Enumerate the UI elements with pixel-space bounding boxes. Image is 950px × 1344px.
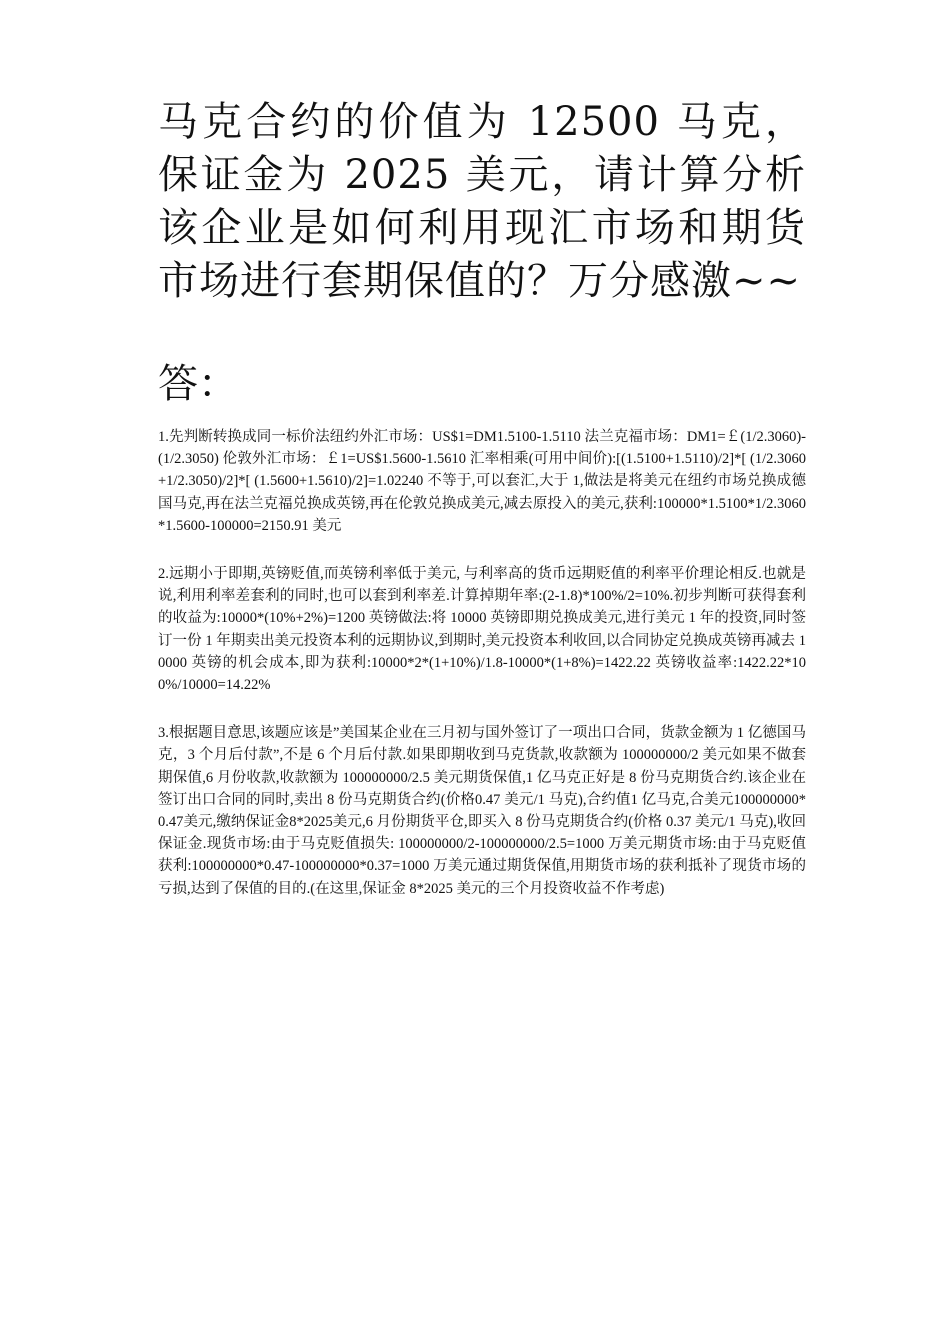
answer-label: 答：	[158, 361, 238, 407]
document-page	[158, 96, 806, 926]
answer-paragraph-3: 3.根据题目意思,该题应该是”美国某企业在三月初与国外签订了一项出口合同，货款金额为 1 亿德国马克，3 个月后付款”,不是 6 个月后付款.如果即期收到马克货款,收款额为 100000000/2 美元如果不做套期保值,6 月份收款,收款额为 100000000/2.5 美元期货保值,1 亿马克正好是 8 份马克期货合约.该企业在签订出口合同的同时,卖出 8 份马克期货合约(价格0.47 美元/1 马克),合约值1 亿马克,合美元100000000*0.47美元,缴纳保证金8*2025美元,6 月份期货平仓,即买入 8 份马克期货合约(价格 0.37 美元/1 马克),收回保证金.现货市场:由于马克贬值损失: 100000000/2-100000000/2.5=1000 万美元期货市场:由于马克贬值获利:100000000*0.47-100000000*0.37=1000 万美元通过期货保值,用期货市场的获利抵补了现货市场的亏损,达到了保值的目的.(在这里,保证金 8*2025 美元的三个月投资收益不作考虑)	[158, 725, 806, 897]
answer-paragraph-2: 2.远期小于即期,英镑贬值,而英镑利率低于美元, 与利率高的货币远期贬值的利率平价理论相反.也就是说,利用利率差套利的同时,也可以套到利率差.计算掉期年率:(2-1.8)*100%/2=10%.初步判断可获得套利的收益为:10000*(10%+2%)=1200 英镑做法:将 10000 英镑即期兑换成美元,进行美元 1 年的投资,同时签订一份 1 年期卖出美元投资本利的远期协议,到期时,美元投资本利收回,以合同协定兑换成英镑再减去 10000 英镑的机会成本,即为获利:10000*2*(1+10%)/1.8-10000*(1+8%)=1422.22 英镑收益率:1422.22*100%/10000=14.22%	[158, 566, 806, 694]
answer-paragraph-1: 1.先判断转换成同一标价法纽约外汇市场：US$1=DM1.5100-1.5110 法兰克福市场：DM1=￡(1/2.3060)-(1/2.3050) 伦敦外汇市场：￡1=US$1.5600-1.5610 汇率相乘(可用中间价):[(1.5100+1.5110)/2]*[ (1/2.3060+1/2.3050)/2]*[ (1.5600+1.5610)/2]=1.02240 不等于,可以套汇,大于 1,做法是将美元在纽约市场兑换成德国马克,再在法兰克福兑换成英镑,再在伦敦兑换成美元,减去原投入的美元,获利:100000*1.5100*1/2.3060*1.5600-100000=2150.91 美元	[158, 429, 806, 534]
question-heading: 马克合约的价值为 12500 马克，保证金为 2025 美元，请计算分析该企业是如何利用现汇市场和期货市场进行套期保值的？万分感激~~	[158, 99, 806, 304]
